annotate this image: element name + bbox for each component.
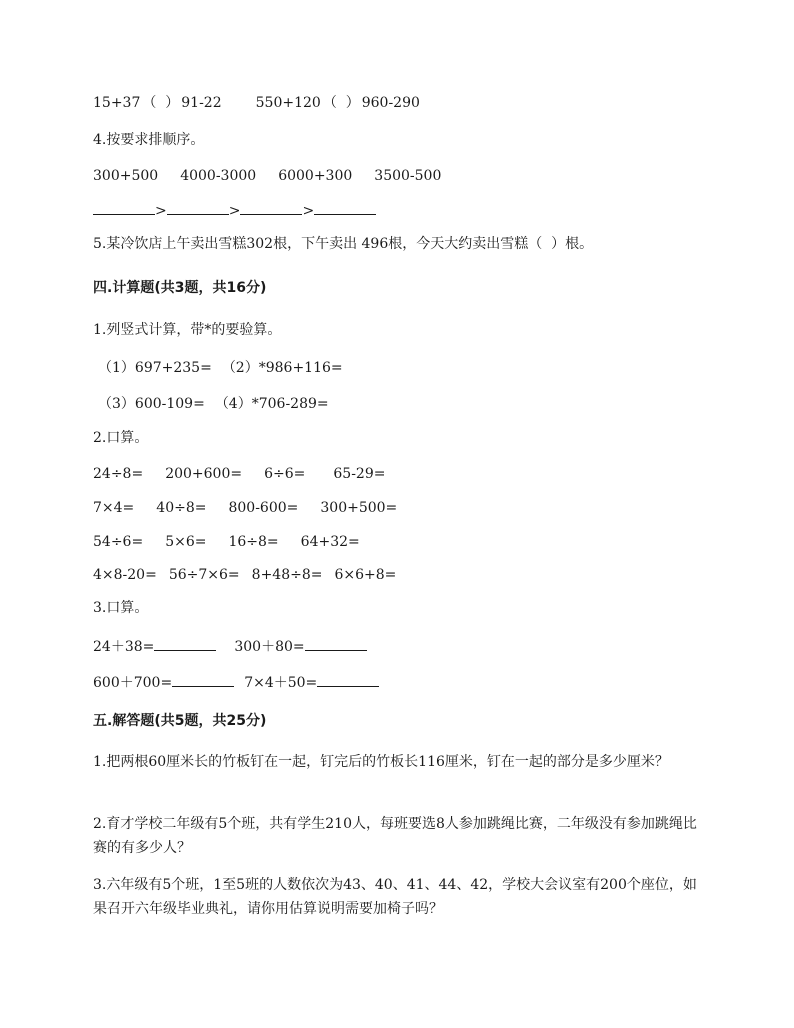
q4-item-2: 4000-3000 <box>180 168 257 184</box>
calc-q3-row-1 <box>93 636 367 657</box>
calc-q1-title: 1.列竖式计算，带*的要验算。 <box>93 322 282 338</box>
oral-item: 6×6+8= <box>334 567 397 583</box>
word-problem-1: 1.把两根60厘米长的竹板钉在一起，钉完后的竹板长116厘米，钉在一起的部分是多少厘米？ <box>93 754 669 770</box>
answer-blank[interactable] <box>314 200 376 215</box>
oral-row-2 <box>93 498 397 518</box>
oral-item: 300+500= <box>320 500 398 516</box>
oral-item: 800-600= <box>228 500 299 516</box>
oral-item: 24÷8= <box>93 466 144 482</box>
q5-text: 5.某冷饮店上午卖出雪糕302根，下午卖出 496根，今天大约卖出雪糕（ ）根。 <box>93 236 594 252</box>
oral-item: 16÷8= <box>228 534 279 550</box>
calc-q1-item-4: （4）*706-289= <box>214 396 329 412</box>
word-problem-2: 2.育才学校二年级有5个班，共有学生210人，每班要选8人参加跳绳比赛，二年级没有参加跳绳比赛的有多少人？ <box>93 816 697 856</box>
calc-q1-item-3: （3）600-109= <box>98 396 205 412</box>
section-4-heading: 四.计算题(共3题，共16分) <box>93 280 267 296</box>
calc-q3-item-3: 600＋700= <box>93 675 173 691</box>
compare-a-right: 91-22 <box>181 95 222 111</box>
answer-blank[interactable] <box>317 672 379 687</box>
calc-q3-item-2: 300＋80= <box>234 639 305 655</box>
greater-than-sign: > <box>302 203 315 219</box>
answer-blank[interactable] <box>167 200 229 215</box>
answer-blank[interactable] <box>172 672 234 687</box>
calc-q1-row-2 <box>98 394 329 414</box>
oral-row-4 <box>93 565 396 585</box>
calc-q1-item-2: （2）*986+116= <box>221 360 343 376</box>
answer-blank[interactable] <box>154 636 216 651</box>
oral-item: 5×6= <box>165 534 207 550</box>
oral-item: 54÷6= <box>93 534 144 550</box>
oral-item: 6÷6= <box>264 466 306 482</box>
oral-item: 8+48÷8= <box>251 567 323 583</box>
calc-q3-row-2 <box>93 672 379 693</box>
q4-item-3: 6000+300 <box>278 168 353 184</box>
compare-b-left: 550+120 <box>255 95 321 111</box>
compare-b-paren: （ ） <box>322 95 360 111</box>
calc-q3-item-4: 7×4＋50= <box>244 675 318 691</box>
word-problem-3: 3.六年级有5个班，1至5班的人数依次为43、40、41、44、42，学校大会议室有200个座位，如果召开六年级毕业典礼，请你用估算说明需要加椅子吗？ <box>93 877 697 917</box>
greater-than-sign: > <box>228 203 241 219</box>
q4-items-row <box>93 166 441 186</box>
greater-than-sign: > <box>155 203 167 219</box>
oral-item: 64+32= <box>300 534 360 550</box>
answer-blank[interactable] <box>305 636 367 651</box>
q4-item-1: 300+500 <box>93 168 159 184</box>
calc-q1-item-1: （1）697+235= <box>98 360 212 376</box>
oral-item: 7×4= <box>93 500 135 516</box>
calc-q3-title: 3.口算。 <box>93 600 149 616</box>
oral-item: 200+600= <box>165 466 243 482</box>
oral-item: 40÷8= <box>156 500 207 516</box>
answer-blank[interactable] <box>240 200 302 215</box>
calc-q1-row-1 <box>98 358 343 378</box>
compare-a-paren: （ ） <box>142 95 180 111</box>
calc-q2-title: 2.口算。 <box>93 430 149 446</box>
oral-item: 65-29= <box>333 466 386 482</box>
answer-blank[interactable] <box>93 200 155 215</box>
oral-item: 4×8-20= <box>93 567 157 583</box>
oral-row-3 <box>93 532 360 552</box>
section-5-heading: 五.解答题(共5题，共25分) <box>93 713 267 729</box>
q4-answer-row <box>93 200 376 221</box>
compare-b-right: 960-290 <box>361 95 420 111</box>
oral-item: 56÷7×6= <box>168 567 240 583</box>
oral-row-1 <box>93 464 385 484</box>
q4-title: 4.按要求排顺序。 <box>93 132 205 148</box>
calc-q3-item-1: 24＋38= <box>93 639 155 655</box>
q4-item-4: 3500-500 <box>374 168 442 184</box>
compare-a-left: 15+37 <box>93 95 141 111</box>
compare-row <box>93 93 420 113</box>
